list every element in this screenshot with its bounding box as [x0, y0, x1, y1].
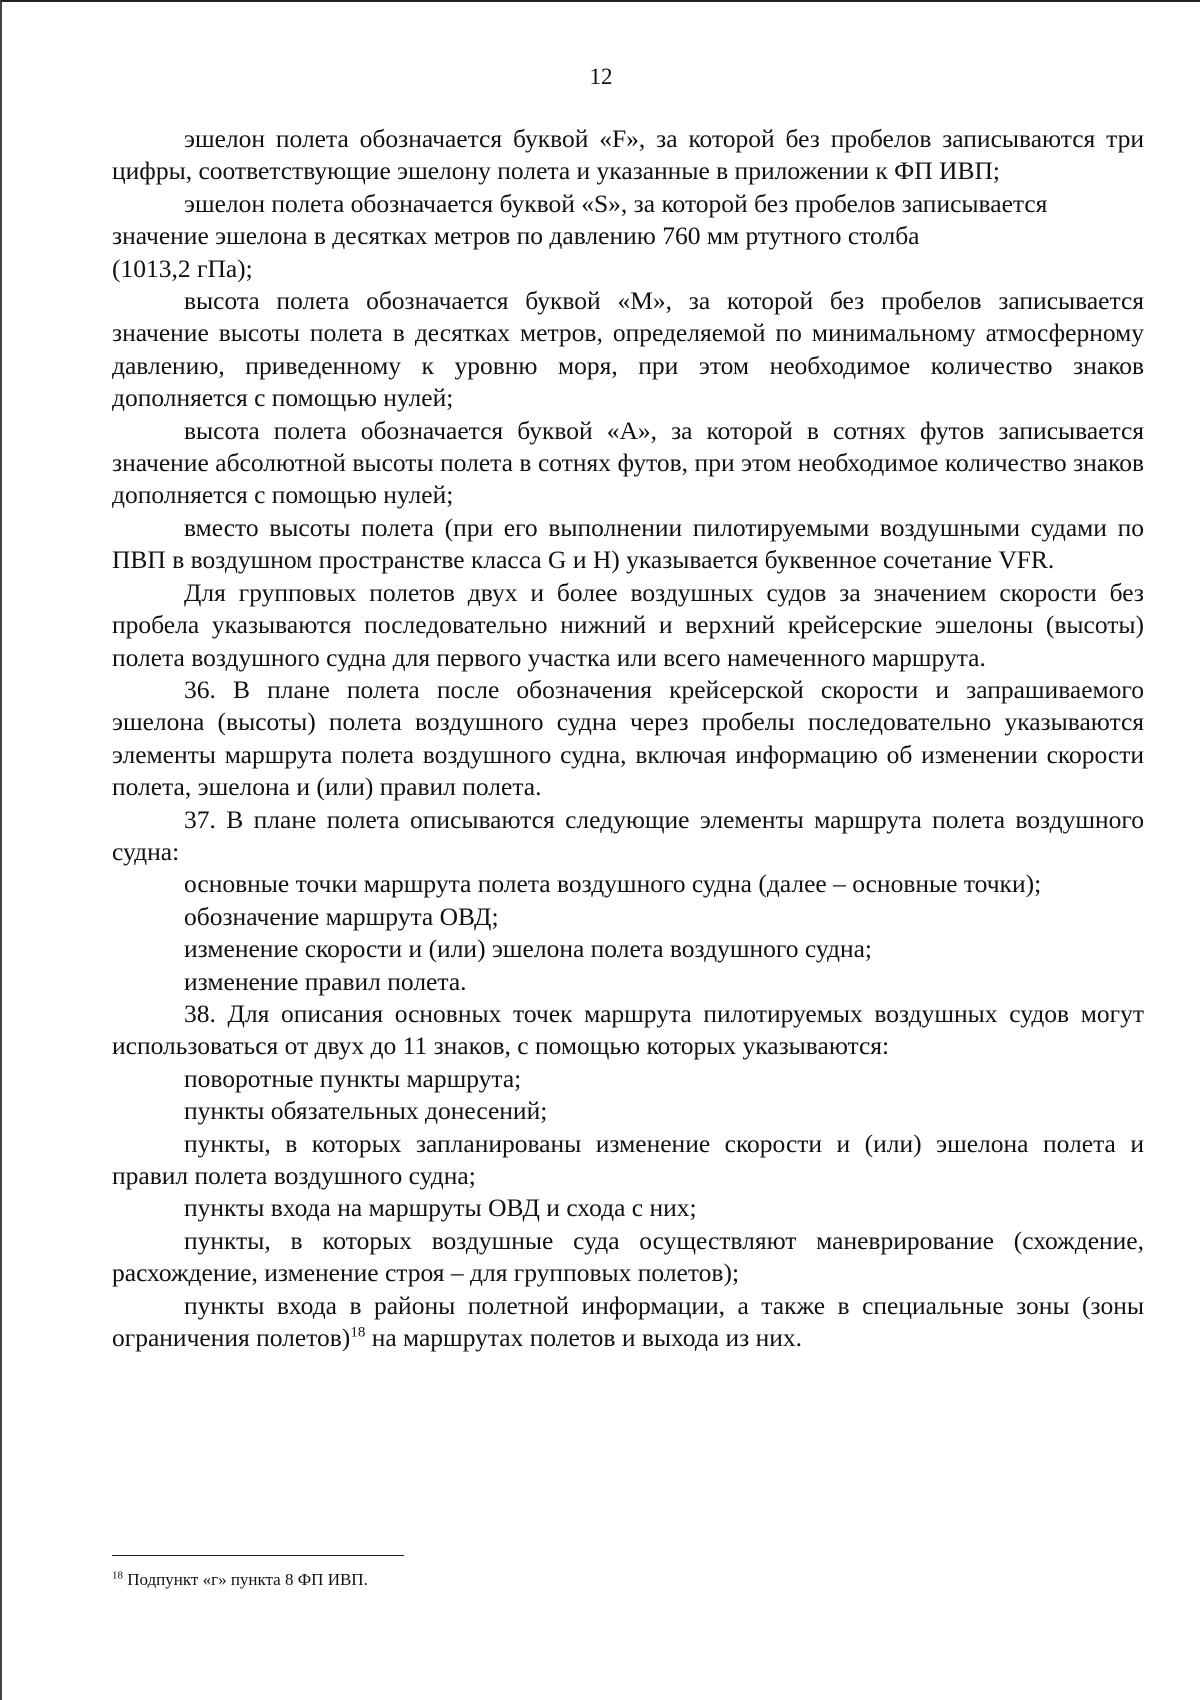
paragraph: Для групповых полетов двух и более воздушных судов за значением скорости без пробела указываются последовательно нижний и верхний крейсерские эшелоны (высоты) полета воздушного судна для первого участка или всего намеченного маршрута.	[112, 577, 1144, 672]
paragraph: 37. В плане полета описываются следующие элементы маршрута полета воздушного судна:	[112, 804, 1144, 866]
paragraph: высота полета обозначается буквой «M», за которой без пробелов записывается значение высоты полета в десятках метров, определяемой по минимальному атмосферному давлению, приведенному к уровню моря, при этом необходимое количество знаков дополняется с помощью нулей;	[112, 286, 1144, 413]
paragraph: эшелон полета обозначается буквой «S», за которой без пробелов записывается значение эшелона в десятках метров по давлению 760 мм ртутного столба	[112, 188, 1048, 251]
list-item: пункты входа на маршруты ОВД и схода с них;	[184, 1193, 697, 1223]
footnote-text: Подпункт «г» пункта 8 ФП ИВП.	[123, 1570, 368, 1589]
paragraph-text: пункты входа в районы полетной информации, а также в специальные зоны (зоны ограничения полетов)	[112, 1290, 1144, 1353]
page-number: 12	[589, 64, 613, 89]
paragraph-text: на маршрутах полетов и выхода из них.	[365, 1323, 802, 1353]
footnote-reference[interactable]: 18	[350, 1324, 366, 1341]
list-item	[112, 1290, 1144, 1355]
list-item: пункты обязательных донесений;	[184, 1096, 548, 1126]
paragraph: вместо высоты полета (при его выполнении пилотируемыми воздушными судами по ПВП в воздушном пространстве класса G и H) указывается буквенное сочетание VFR.	[112, 512, 1144, 575]
footnote-mark: 18	[112, 1569, 123, 1582]
list-item: пункты, в которых воздушные суда осуществляют маневрирование (схождение, расхождение, изменение строя – для групповых полетов);	[112, 1225, 1144, 1288]
paragraph: высота полета обозначается буквой «A», за которой в сотнях футов записывается значение абсолютной высоты полета в сотнях футов, при этом необходимое количество знаков дополняется с помощью нулей;	[112, 415, 1144, 510]
list-item: поворотные пункты маршрута;	[184, 1063, 522, 1093]
list-item: основные точки маршрута полета воздушного судна (далее – основные точки);	[184, 869, 1042, 899]
paragraph: 38. Для описания основных точек маршрута пилотируемых воздушных судов могут использоваться от двух до 11 знаков, с помощью которых указываются:	[112, 998, 1144, 1061]
list-item: пункты, в которых запланированы изменение скорости и (или) эшелона полета и правил полета воздушного судна;	[112, 1128, 1144, 1190]
paragraph: (1013,2 гПа);	[112, 253, 253, 283]
body-text	[112, 123, 1144, 1354]
list-item: изменение правил полета.	[184, 966, 467, 996]
paragraph: эшелон полета обозначается буквой «F», за которой без пробелов записываются три цифры, соответствующие эшелону полета и указанные в приложении к ФП ИВП;	[112, 124, 1144, 186]
footnote	[112, 1569, 368, 1591]
footnote-divider	[112, 1555, 404, 1556]
paragraph: 36. В плане полета после обозначения крейсерской скорости и запрашиваемого эшелона (высоты) полета воздушного судна через пробелы последовательно указываются элементы маршрута полета воздушного судна, включая информацию об изменении скорости полета, эшелона и (или) правил полета.	[112, 674, 1144, 802]
list-item: изменение скорости и (или) эшелона полета воздушного судна;	[184, 934, 872, 964]
list-item: обозначение маршрута ОВД;	[184, 901, 499, 931]
